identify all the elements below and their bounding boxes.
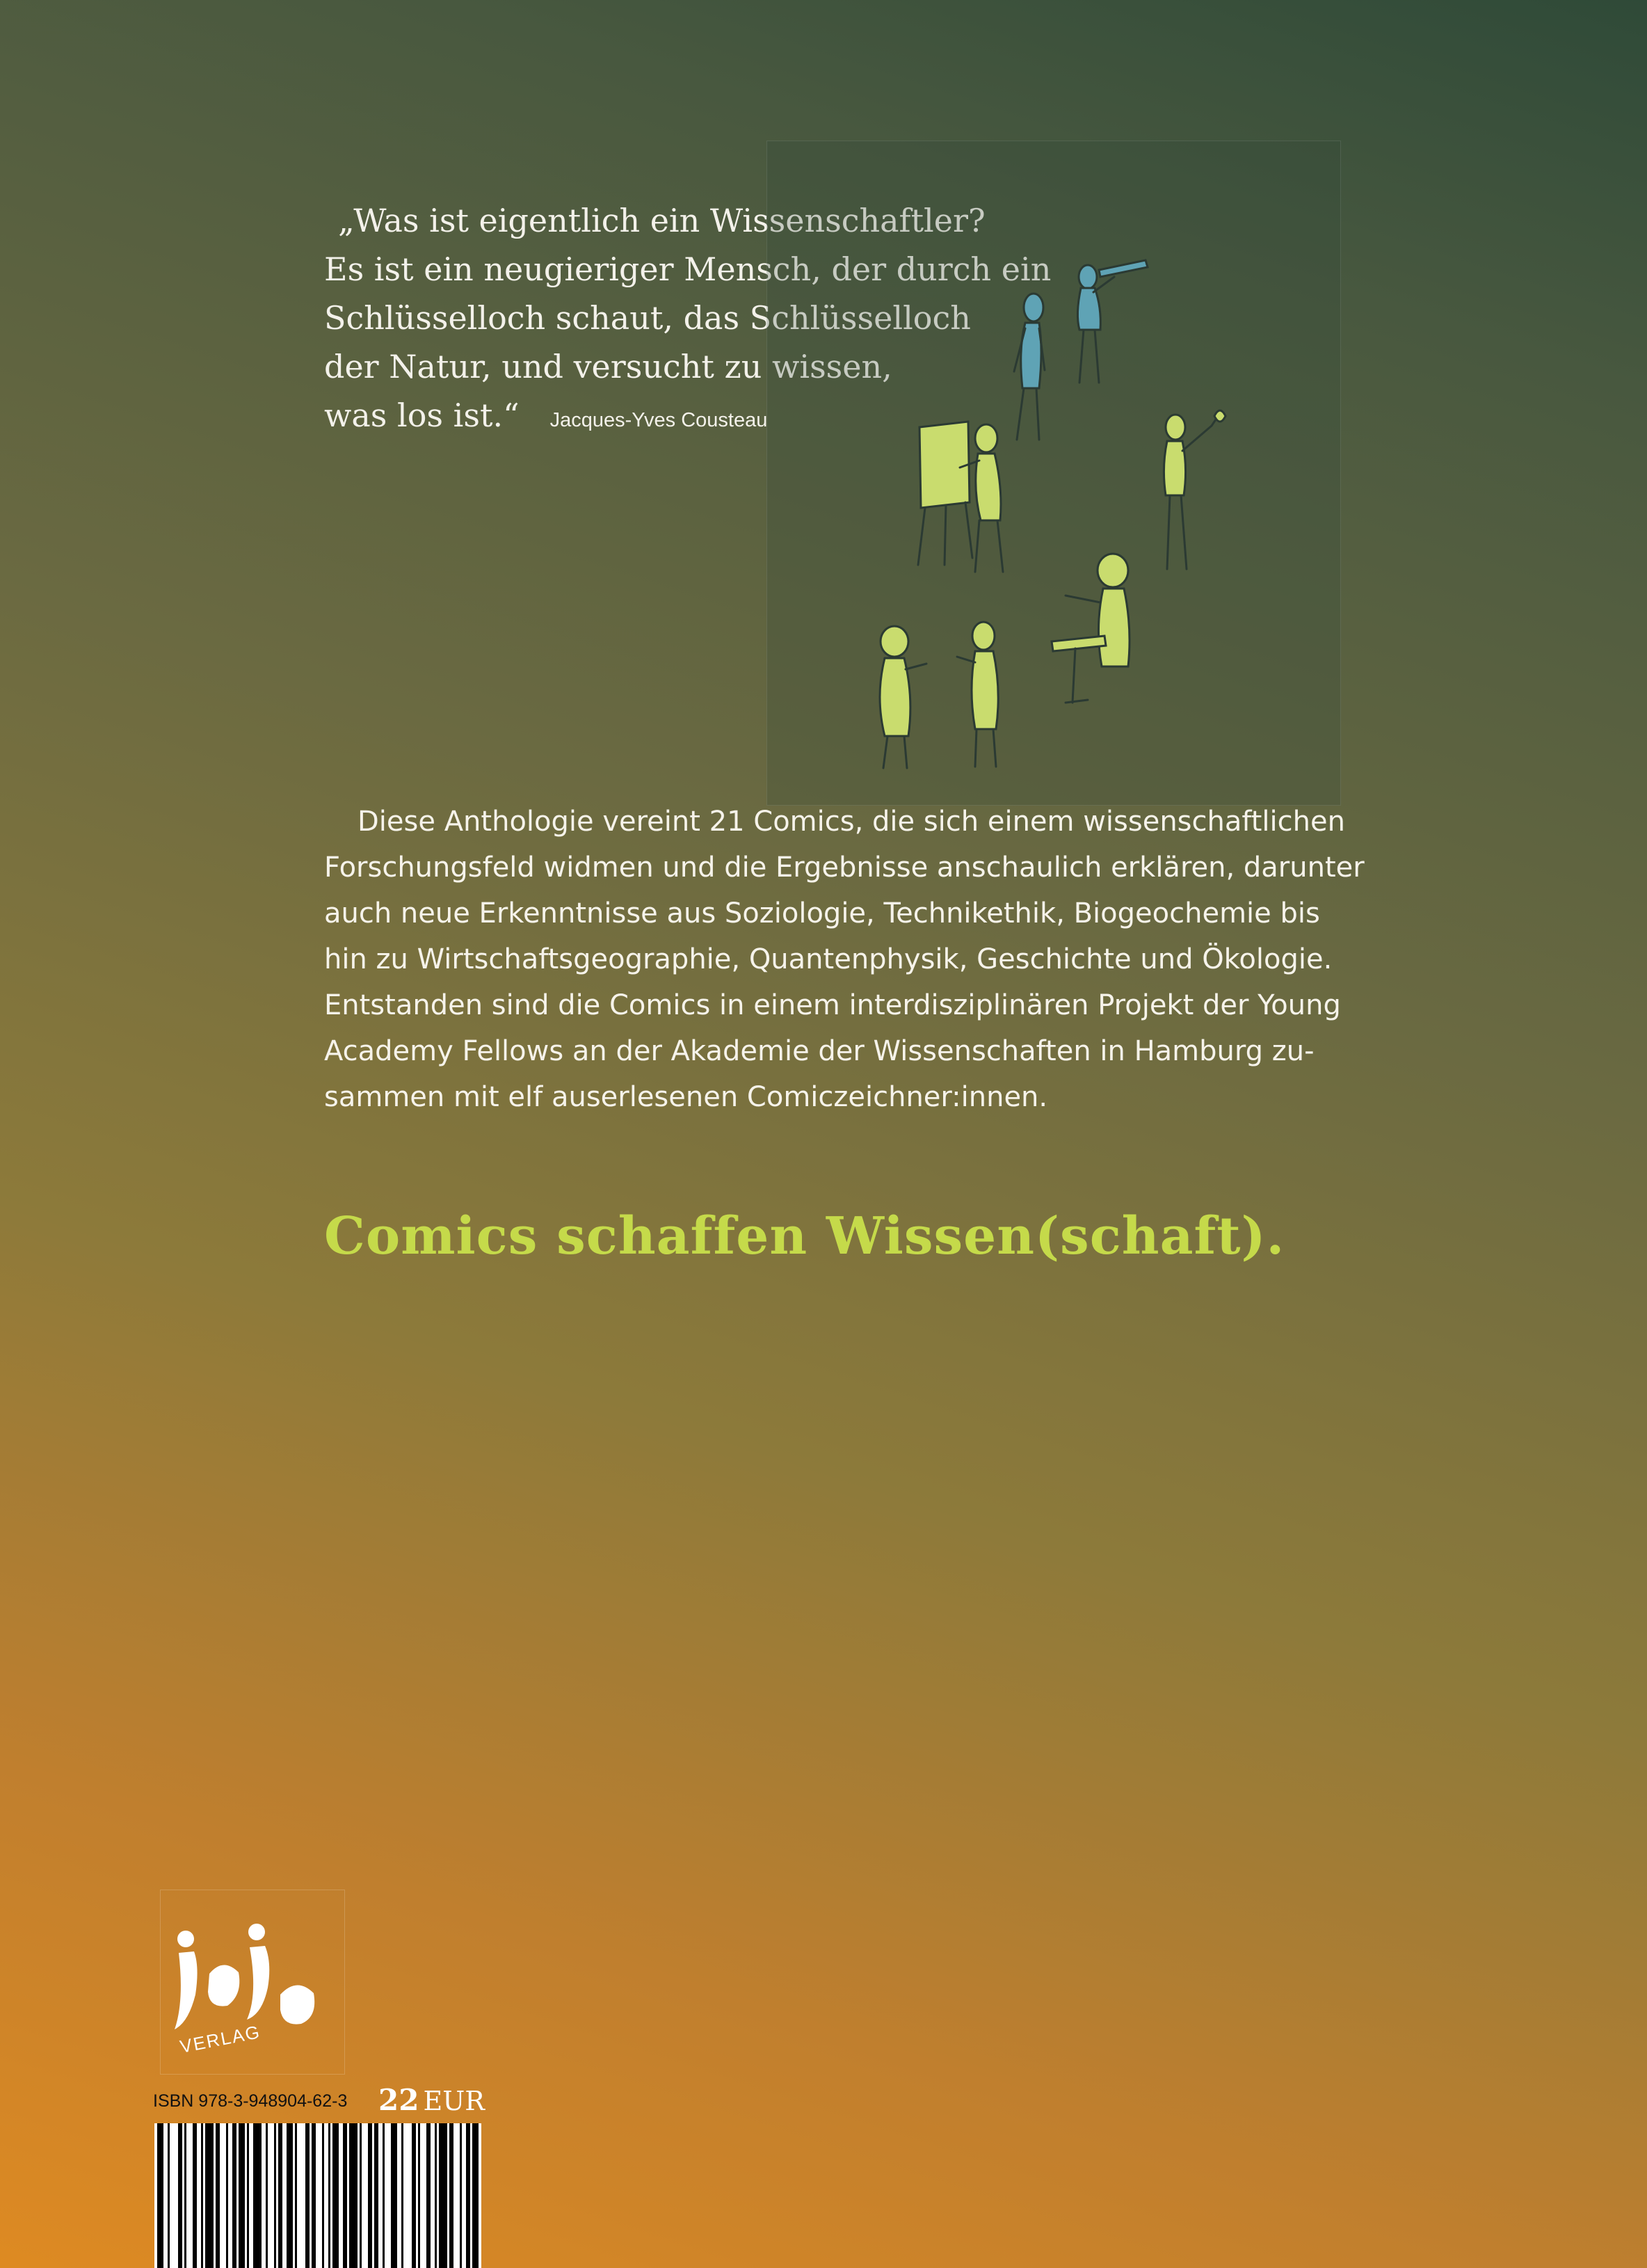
- tagline: Comics schaffen Wissen(schaft).: [324, 1206, 1285, 1266]
- barcode: [154, 2123, 481, 2268]
- figure-talking-left: [880, 626, 926, 768]
- quote-line: was los ist.“: [324, 397, 520, 434]
- barcode-icon: [154, 2123, 481, 2268]
- description-line: Diese Anthologie vereint 21 Comics, die sich einem wissenschaftlichen: [357, 806, 1345, 838]
- quote-line: „Was ist eigentlich ein Wissenschaftler?: [338, 202, 986, 239]
- quote-line: der Natur, und versucht zu wissen,: [324, 348, 892, 385]
- description-line: hin zu Wirtschaftsgeographie, Quantenphysik, Geschichte und Ökologie.: [324, 943, 1333, 975]
- isbn-label: ISBN 978-3-948904-62-3: [153, 2091, 348, 2111]
- description-line: Forschungsfeld widmen und die Ergebnisse anschaulich erklären, darunter: [324, 852, 1365, 884]
- description-line: auch neue Erkenntnisse aus Soziologie, Technikethik, Biogeochemie bis: [324, 897, 1320, 929]
- figure-lab-table: [1052, 554, 1130, 703]
- price-currency: EUR: [423, 2086, 485, 2116]
- description-text: [324, 799, 1365, 1120]
- quote-author: Jacques-Yves Cousteau: [549, 409, 768, 431]
- description-line: Entstanden sind die Comics in einem interdisziplinären Projekt der Young: [324, 989, 1341, 1021]
- figure-flipchart: [918, 422, 1003, 572]
- figure-pipette: [1164, 410, 1226, 569]
- quote-line: Es ist ein neugieriger Mensch, der durch ein: [324, 250, 1052, 288]
- price: [378, 2083, 485, 2117]
- description-line: Academy Fellows an der Akademie der Wissenschaften in Hamburg zu-: [324, 1035, 1315, 1067]
- publisher-sub-label: VERLAG: [178, 2021, 263, 2057]
- figure-telescope: [1077, 260, 1148, 383]
- price-amount: 22: [378, 2083, 419, 2117]
- description-line: sammen mit elf auserlesenen Comiczeichner:innen.: [324, 1081, 1048, 1113]
- quote-line: Schlüsselloch schaut, das Schlüsselloch: [324, 299, 971, 337]
- figure-looking-up: [1014, 294, 1045, 440]
- figure-talking-right: [957, 622, 998, 767]
- scientists-illustration: [766, 141, 1341, 806]
